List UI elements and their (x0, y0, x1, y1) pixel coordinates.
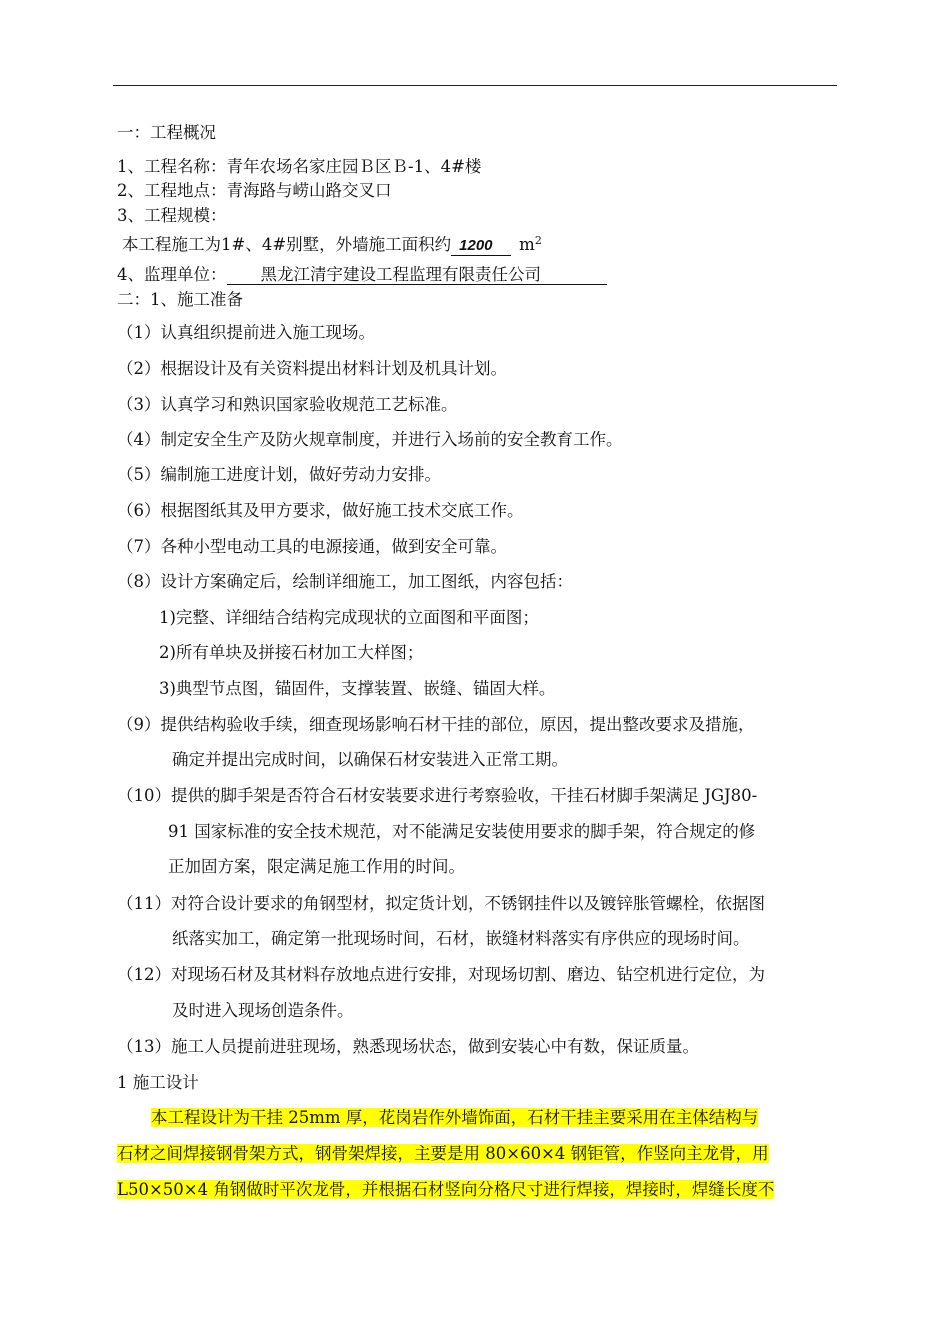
design-highlight-1: 本工程设计为干挂 25mm 厚，花岗岩作外墙饰面，石材干挂主要采用在主体结构与 (151, 1108, 759, 1127)
project-name: 1、工程名称：青年农场名家庄园Ｂ区Ｂ-1、4#楼 (117, 157, 482, 176)
section1-heading: 一：工程概况 (117, 123, 216, 142)
prep-item-6: （6）根据图纸其及甲方要求，做好施工技术交底工作。 (117, 501, 524, 520)
design-highlight-3: L50×50×4 角钢做时平次龙骨，并根据石材竖向分格尺寸进行焊接，焊接时，焊缝长度不 (117, 1180, 775, 1199)
prep-subitem-3: 3)典型节点图，锚固件，支撑装置、嵌缝、锚固大样。 (159, 679, 556, 698)
prep-item-13: （13）施工人员提前进驻现场，熟悉现场状态，做到安装心中有数，保证质量。 (117, 1037, 699, 1056)
prep-item-3: （3）认真学习和熟识国家验收规范工艺标准。 (117, 395, 458, 414)
design-paragraph-line-2 (117, 1144, 769, 1164)
prep-subitem-1: 1)完整、详细结合结构完成现状的立面图和平面图； (159, 608, 539, 627)
supervisor (117, 265, 607, 285)
prep-item-11-line-2: 纸落实加工，确定第一批现场时间，石材，嵌缝材料落实有序供应的现场时间。 (172, 929, 750, 948)
project-scale-amount: 1200 (451, 237, 511, 256)
prep-item-11-line-1: （11）对符合设计要求的角钢型材，拟定货计划，不锈钢挂件以及镀锌胀管螺栓，依据图 (117, 894, 765, 913)
prep-item-5: （5）编制施工进度计划，做好劳动力安排。 (117, 465, 441, 484)
prep-item-12-line-2: 及时进入现场创造条件。 (172, 1001, 354, 1020)
design-paragraph-line-3 (117, 1180, 774, 1200)
prep-item-1: （1）认真组织提前进入施工现场。 (117, 323, 375, 342)
prep-item-12-line-1: （12）对现场石材及其材料存放地点进行安排，对现场切割、磨边、钻空机进行定位，为 (117, 965, 765, 984)
project-location: 2、工程地点：青海路与崂山路交叉口 (117, 181, 392, 200)
design-highlight-2: 石材之间焊接钢骨架方式，钢骨架焊接，主要是用 80×60×4 钢钜管，作竖向主龙骨，用 (117, 1144, 769, 1163)
supervisor-value: 黑龙江清宇建设工程监理有限责任公司 (227, 266, 607, 285)
prep-item-2: （2）根据设计及有关资料提出材料计划及机具计划。 (117, 359, 507, 378)
project-scale-unit: m (519, 235, 535, 254)
prep-item-10-line-2: 91 国家标准的安全技术规范，对不能满足安装使用要求的脚手架，符合规定的修 (168, 822, 756, 841)
supervisor-label: 4、监理单位： (117, 265, 227, 284)
prep-item-10-line-3: 正加固方案，限定满足施工作用的时间。 (168, 857, 465, 876)
prep-item-10-line-1: （10）提供的脚手架是否符合石材安装要求进行考察验收，干挂石材脚手架满足 JGJ80- (117, 786, 758, 805)
design-heading: 1 施工设计 (117, 1073, 199, 1092)
prep-item-9-line-2: 确定并提出完成时间，以确保石材安装进入正常工期。 (172, 750, 568, 769)
project-scale-label: 3、工程规模： (117, 206, 227, 225)
prep-item-8: （8）设计方案确定后，绘制详细施工，加工图纸，内容包括： (117, 572, 573, 591)
prep-item-9-line-1: （9）提供结构验收手续，细查现场影响石材干挂的部位，原因，提出整改要求及措施， (117, 715, 755, 734)
project-scale (122, 231, 542, 256)
header-rule (113, 85, 837, 86)
project-scale-text: 本工程施工为1#、4#别墅，外墙施工面积约 (122, 235, 452, 254)
section2-heading: 二：1、施工准备 (117, 290, 243, 309)
project-scale-unit-sup: 2 (534, 234, 542, 247)
prep-item-4: （4）制定安全生产及防火规章制度，并进行入场前的安全教育工作。 (117, 430, 623, 449)
prep-subitem-2: 2)所有单块及拼接石材加工大样图； (159, 643, 424, 662)
prep-item-7: （7）各种小型电动工具的电源接通，做到安全可靠。 (117, 537, 507, 556)
design-paragraph-line-1 (151, 1108, 758, 1128)
